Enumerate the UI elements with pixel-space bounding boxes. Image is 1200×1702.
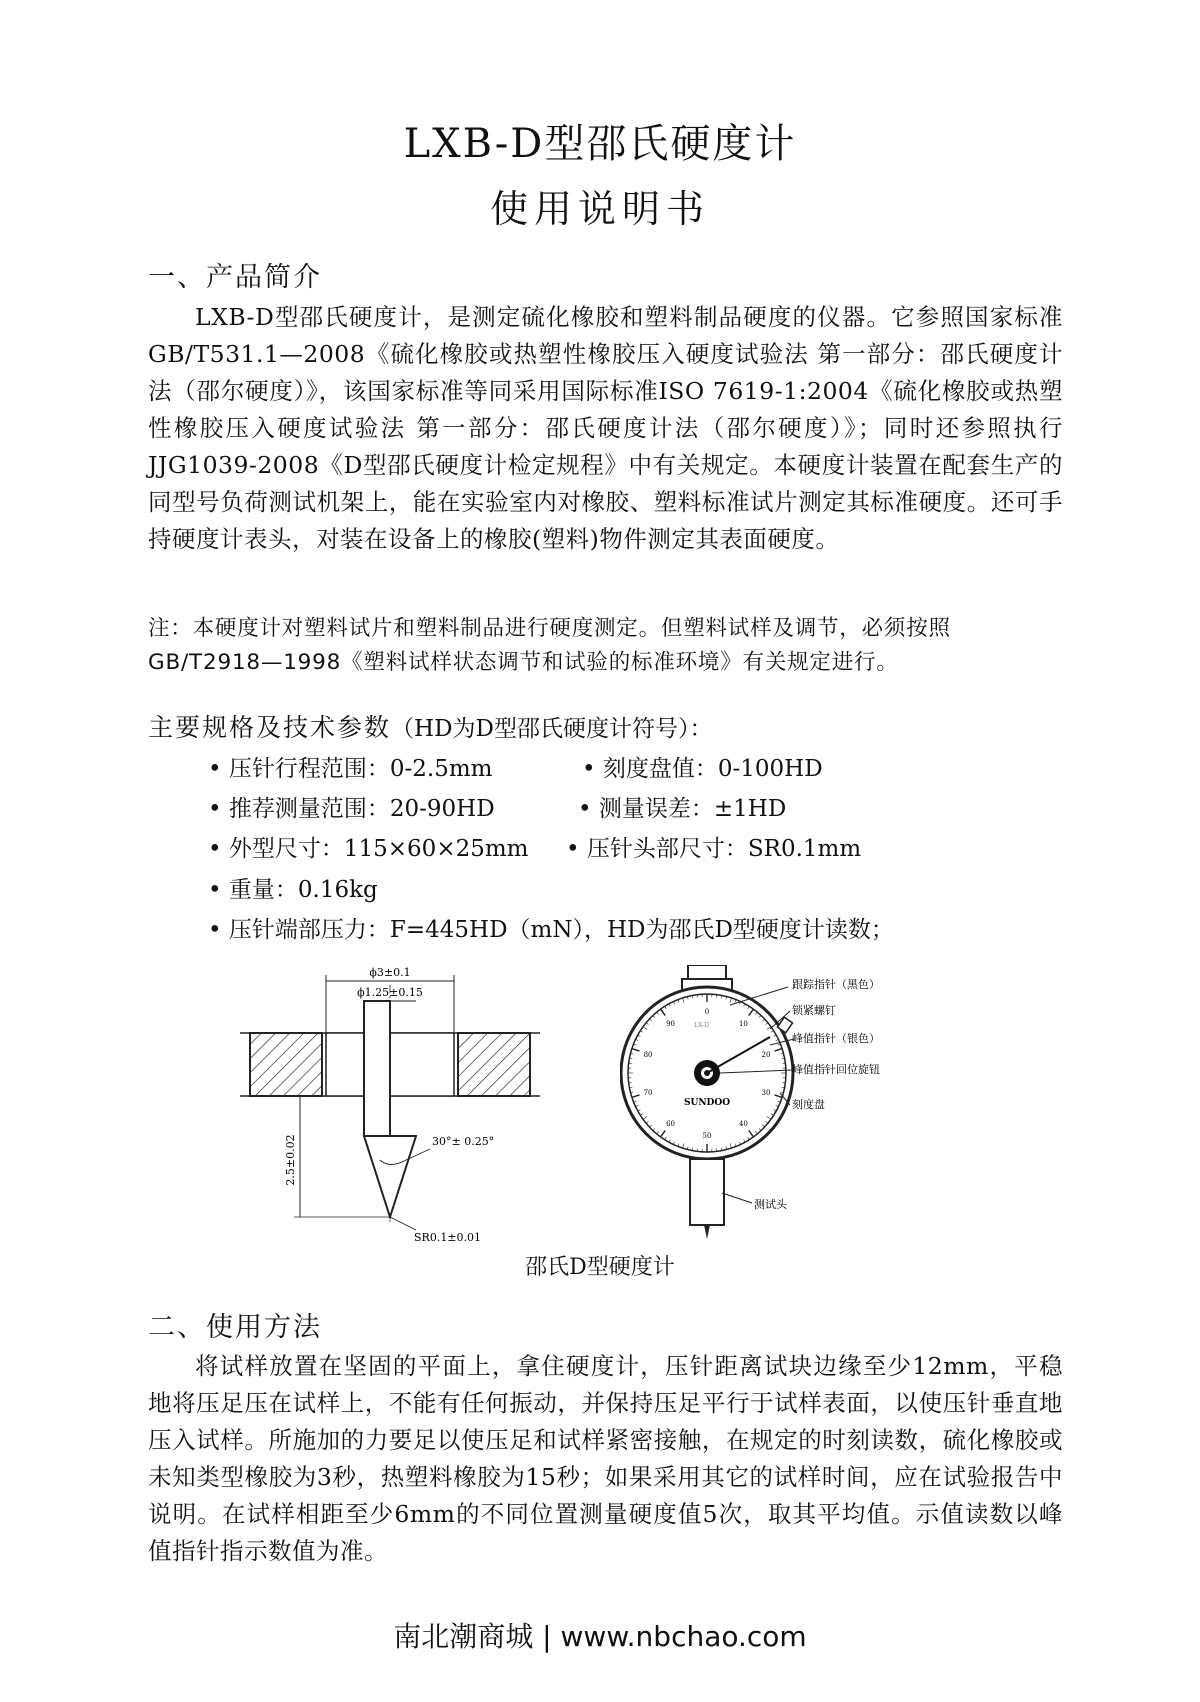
section2-heading: 二、使用方法 xyxy=(148,1312,322,1343)
left-hatched-block xyxy=(250,1033,322,1096)
callout-test-head: 测试头 xyxy=(754,1198,787,1211)
dial-number: 30 xyxy=(761,1089,771,1098)
dim-height-label: 2.5±0.02 xyxy=(284,1134,297,1186)
gauge-model: LX-D xyxy=(694,1022,709,1029)
specs-heading-line xyxy=(148,708,712,744)
gauge-drawing xyxy=(620,965,930,1250)
gauge-stem xyxy=(690,1159,724,1225)
dim-outer-label: ϕ3±0.1 xyxy=(369,966,411,979)
section1-heading: 一、产品简介 xyxy=(148,262,322,293)
callout-dial: 刻度盘 xyxy=(792,1098,825,1111)
dial-number: 70 xyxy=(643,1089,653,1098)
callout-tracking-pointer: 跟踪指针（黑色） xyxy=(792,978,880,991)
spec-item: • 压针端部压力：F=445HD（mN），HD为邵氏D型硬度计读数； xyxy=(208,917,894,943)
dial-number: 90 xyxy=(666,1019,676,1028)
specs-heading: 主要规格及技术参数 xyxy=(148,713,392,742)
dim-tip-label: SR0.1±0.01 xyxy=(414,1231,482,1244)
right-hatched-block xyxy=(458,1033,530,1096)
spec-item: • 外型尺寸：115×60×25mm xyxy=(208,836,529,862)
document-subtitle: 使用说明书 xyxy=(489,187,710,231)
section1-paragraph: LXB-D型邵氏硬度计，是测定硫化橡胶和塑料制品硬度的仪器。它参照国家标准GB/T531.1—2008《硫化橡胶或热塑性橡胶压入硬度试验法 第一部分：邵氏硬度计法（邵尔硬度）》，该国家标准等同采用国际标准ISO 7619-1:2004《硫化橡胶或热塑性橡胶压入硬度试验法 第一部分：邵氏硬度计法（邵尔硬度）》；同时还参照执行JJG1039-2008《D型邵氏硬度计检定规程》中有关规定。本硬度计装置在配套生产的同型号负荷测试机架上，能在实验室内对橡胶、塑料标准试片测定其标准硬度。还可手持硬度计表头，对装在设备上的橡胶(塑料)物件测定其表面硬度。 xyxy=(148,303,1063,553)
needle-cone xyxy=(364,1136,416,1217)
dim-inner-label: ϕ1.25±0.15 xyxy=(357,986,423,999)
needle-shaft xyxy=(364,1001,390,1136)
figure-caption: 邵氏D型硬度计 xyxy=(525,1255,675,1280)
test-head xyxy=(704,1225,710,1239)
dial-number: 20 xyxy=(761,1050,771,1059)
dim-angle-label: 30°± 0.25° xyxy=(432,1135,495,1148)
dial-number: 40 xyxy=(738,1120,748,1129)
gauge-brand: SUNDOO xyxy=(683,1098,731,1108)
specs-heading-note: （HD为D型邵氏硬度计符号）： xyxy=(391,716,713,742)
dial-number: 10 xyxy=(738,1019,748,1028)
callout-lock-screw: 锁紧螺钉 xyxy=(792,1004,836,1017)
dial-number: 80 xyxy=(643,1050,653,1059)
section2-paragraph: 将试样放置在坚固的平面上，拿住硬度计，压针距离试块边缘至少12mm，平稳地将压足压在试样上，不能有任何振动，并保持压足平行于试样表面，以使压针垂直地压入试样。所施加的力要足以使压足和试样紧密接触，在规定的时刻读数，硫化橡胶或未知类型橡胶为3秒，热塑料橡胶为15秒；如果采用其它的试样时间，应在试验报告中说明。在试样相距至少6mm的不同位置测量硬度值5次，取其平均值。示值读数以峰值指针指示数值为准。 xyxy=(148,1352,1063,1565)
dial-number: 0 xyxy=(704,1008,710,1016)
spec-item: • 测量误差：±1HD xyxy=(578,796,787,822)
section1-note: 注：本硬度计对塑料试片和塑料制品进行硬度测定。但塑料试样及调节，必须按照GB/T2918—1998《塑料试样状态调节和试验的标准环境》有关规定进行。 xyxy=(148,616,951,675)
spec-item: • 推荐测量范围：20-90HD xyxy=(208,796,495,822)
dial-number: 60 xyxy=(666,1120,676,1129)
document-title: LXB-D型邵氏硬度计 xyxy=(403,121,797,167)
callout-reset-knob: 峰值指针回位旋钮 xyxy=(792,1063,880,1076)
indenter-drawing xyxy=(240,955,550,1245)
spec-item: • 压针头部尺寸：SR0.1mm xyxy=(566,836,862,862)
spec-item: • 刻度盘值：0-100HD xyxy=(582,756,823,782)
callout-peak-pointer: 峰值指针（银色） xyxy=(792,1032,880,1045)
footer-watermark: 南北潮商城 | www.nbchao.com xyxy=(393,1620,807,1653)
spec-item: • 重量：0.16kg xyxy=(208,877,378,903)
spec-item: • 压针行程范围：0-2.5mm xyxy=(208,756,493,782)
dial-number: 50 xyxy=(702,1132,712,1140)
